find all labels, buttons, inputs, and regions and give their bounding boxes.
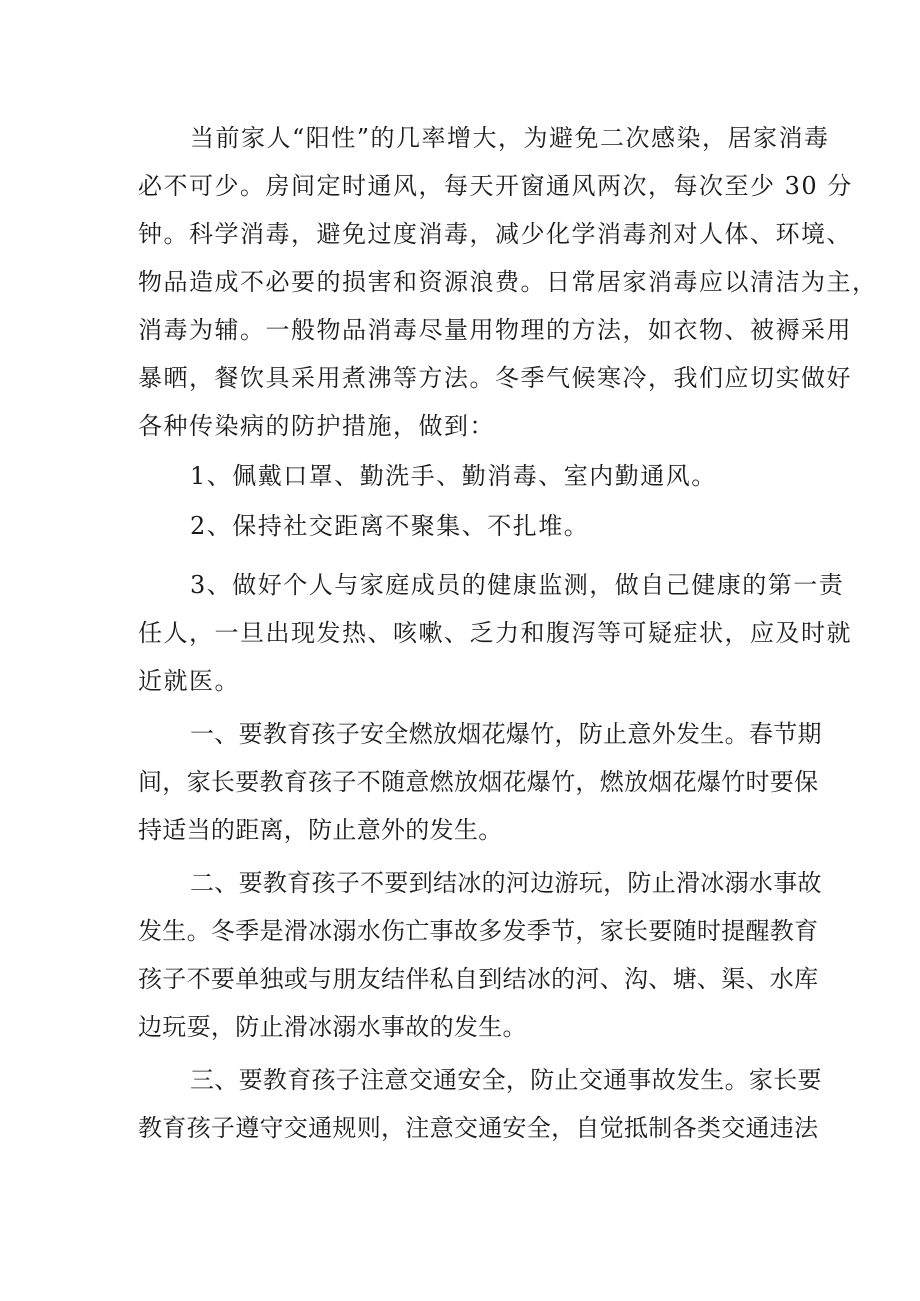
measure-item-1 [138,452,786,500]
measure-line: 任人，一旦出现发热、咳嗽、乏力和腹泻等可疑症状，应及时就 [138,619,852,647]
section-line: 二、要教育孩子不要到结冰的河边游玩，防止滑冰溺水事故 [190,869,822,897]
intro-line: 必不可少。房间定时通风，每天开窗通风两次，每次至少 30 分 [138,172,853,200]
section-line: 孩子不要单独或与朋友结伴私自到结冰的河、沟、塘、渠、水库 [138,965,819,993]
section-line: 教育孩子遵守交通规则，注意交通安全，自觉抵制各类交通违法 [138,1114,819,1142]
intro-line: 钟。科学消毒，避免过度消毒，减少化学消毒剂对人体、环境、 [138,220,852,248]
measure-line: 3、做好个人与家庭成员的健康监测，做自己健康的第一责 [190,571,845,599]
intro-line: 暴晒，餐饮具采用煮沸等方法。冬季气候寒冷，我们应切实做好 [138,364,852,392]
intro-line: 物品造成不必要的损害和资源浪费。日常居家消毒应以清洁为主， [138,268,878,296]
intro-line: 消毒为辅。一般物品消毒尽量用物理的方法，如衣物、被褥采用 [138,316,852,344]
document-body [138,114,878,1152]
intro-line: 当前家人“阳性”的几率增大，为避免二次感染，居家消毒 [190,124,830,152]
section-line: 一、要教育孩子安全燃放烟花爆竹，防止意外发生。春节期 [190,720,822,748]
measure-line: 近就医。 [138,667,240,695]
intro-line: 各种传染病的防护措施，做到： [138,412,495,440]
measure-item-3 [138,561,852,705]
measure-text: 1、佩戴口罩、勤洗手、勤消毒、室内勤通风。 [190,462,717,490]
section-line: 间，家长要教育孩子不随意燃放烟花爆竹，燃放烟花爆竹时要保 [138,768,819,796]
intro-paragraph [138,114,878,450]
section-three [138,1056,822,1152]
measure-text: 2、保持社交距离不聚集、不扎堆。 [190,512,590,540]
section-line: 三、要教育孩子注意交通安全，防止交通事故发生。家长要 [190,1066,822,1094]
section-line: 发生。冬季是滑冰溺水伤亡事故多发季节，家长要随时提醒教育 [138,917,819,945]
section-line: 边玩耍，防止滑冰溺水事故的发生。 [138,1013,527,1041]
measure-item-2 [138,502,786,550]
section-two [138,859,822,1051]
section-line: 持适当的距离，防止意外的发生。 [138,816,503,844]
section-one [138,710,822,854]
